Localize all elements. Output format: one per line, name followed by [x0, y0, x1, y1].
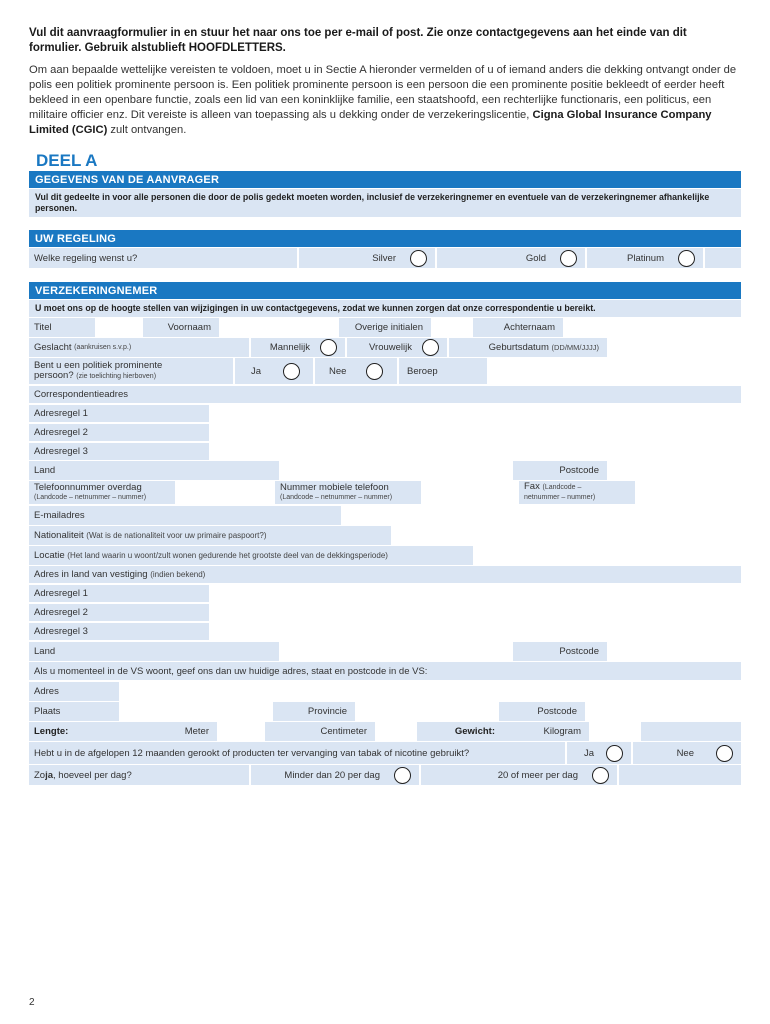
titel-field[interactable] — [95, 318, 143, 337]
gewicht-label: Gewicht: — [417, 722, 503, 741]
kilogram-label: Kilogram — [503, 722, 589, 741]
us-adres-label: Adres — [29, 682, 119, 701]
meer-option — [421, 765, 617, 785]
res-adresregel2-field[interactable] — [209, 604, 741, 621]
beroep-field[interactable] — [487, 358, 741, 384]
adresregel3-label: Adresregel 3 — [29, 443, 209, 460]
address-line2-row — [29, 424, 741, 441]
meer-label: 20 of meer per dag — [497, 769, 578, 781]
vestiging-label — [29, 566, 741, 583]
correspondentieadres-label: Correspondentieadres — [29, 386, 741, 403]
zo-pre: Zo — [34, 769, 46, 781]
res-adresregel2-label: Adresregel 2 — [29, 604, 209, 621]
us-plaats-field[interactable] — [119, 702, 273, 721]
pep-nee-label: Nee — [329, 365, 347, 377]
mobiel-text: Nummer mobiele telefoon — [280, 481, 389, 493]
correspondence-row — [29, 386, 741, 403]
zo-ja-label — [29, 765, 249, 785]
smoke-ja-radio[interactable] — [606, 745, 623, 762]
beroep-label: Beroep — [399, 358, 487, 384]
adresregel1-label: Adresregel 1 — [29, 405, 209, 422]
tel-overdag-field[interactable] — [175, 481, 275, 504]
plan-platinum-radio[interactable] — [678, 250, 695, 267]
achternaam-field[interactable] — [563, 318, 741, 337]
nationaliteit-label — [29, 526, 391, 545]
pep-hint: (zie toelichting hierboven) — [76, 372, 157, 380]
email-row — [29, 506, 741, 525]
res-country-row — [29, 642, 741, 661]
address-line1-row — [29, 405, 741, 422]
plan-silver — [299, 248, 435, 268]
intro-text-before: Om aan bepaalde wettelijke vereisten te voldoen, moet u in Sectie A hieronder vermelden of u of iemand anders die dekking ontvangt onder de polis een politiek prominente persoon is. Een politiek prominente persoon is een persoon die een prominente positie bekleedt of eerder heeft bekleed in een openbare functie, zoals een lid van een koninklijke familie, een staatshoofd, een rechterlijke functionaris, een politicus, een militaire officier enz. Dit vereiste is alleen van toepassing als u dekking onder de verzekeringslicentie, — [29, 64, 737, 121]
smoke-ja-option — [567, 742, 631, 764]
adresregel3-field[interactable] — [209, 443, 741, 460]
geslacht-text: Geslacht — [34, 342, 72, 353]
centimeter-field[interactable] — [375, 722, 417, 741]
gender-row — [29, 338, 741, 357]
vs-question: Als u momenteel in de VS woont, geef ons dan uw huidige adres, staat en postcode in de VS: — [29, 662, 741, 680]
smoke-amount-row — [29, 765, 741, 785]
pep-row — [29, 358, 741, 384]
overige-field[interactable] — [431, 318, 473, 337]
plan-platinum-label: Platinum — [627, 252, 664, 264]
mannelijk-option — [251, 338, 345, 357]
page-number: 2 — [29, 997, 35, 1008]
pep-ja-option — [235, 358, 313, 384]
us-question-row — [29, 662, 741, 680]
plan-gold-radio[interactable] — [560, 250, 577, 267]
pep-nee-option — [315, 358, 397, 384]
email-field[interactable] — [341, 506, 741, 525]
us-provincie-field[interactable] — [355, 702, 499, 721]
applicant-note: Vul dit gedeelte in voor alle personen die door de polis gedekt moeten worden, inclusief de verzekeringnemer en eventuele van de verzekeringnemer afhankelijke personen. — [29, 189, 741, 217]
us-postcode-field[interactable] — [585, 702, 741, 721]
tel-overdag-hint: (Landcode – netnummer – nummer) — [34, 493, 147, 501]
minder-option — [251, 765, 419, 785]
pep-ja-label: Ja — [251, 365, 262, 377]
minder-label: Minder dan 20 per dag — [284, 769, 380, 781]
minder-radio[interactable] — [394, 767, 411, 784]
locatie-label — [29, 546, 473, 565]
intro-pep-explanation — [29, 63, 741, 138]
weight-spacer — [641, 722, 741, 741]
plan-row — [29, 248, 741, 268]
adresregel2-field[interactable] — [209, 424, 741, 441]
height-weight-row — [29, 722, 741, 741]
land-field[interactable] — [279, 461, 513, 480]
us-postcode-label: Postcode — [499, 702, 585, 721]
plan-platinum — [587, 248, 703, 268]
res-postcode-field[interactable] — [607, 642, 741, 661]
us-address-row — [29, 682, 741, 701]
overige-label: Overige initialen — [339, 318, 431, 337]
geslacht-hint: (aankruisen s.v.p.) — [74, 344, 132, 351]
vrouwelijk-label: Vrouwelijk — [369, 342, 412, 353]
fax-hint2: netnummer – nummer) — [524, 494, 596, 501]
fax-hint1: (Landcode – — [542, 484, 582, 491]
res-land-field[interactable] — [279, 642, 513, 661]
vestiging-text: Adres in land van vestiging — [34, 569, 148, 580]
address-line3-row — [29, 443, 741, 460]
res-address-line1-row — [29, 585, 741, 602]
nationality-row — [29, 526, 741, 545]
pep-line1: Bent u een politiek prominente — [34, 359, 163, 371]
postcode-label: Postcode — [513, 461, 607, 480]
achternaam-label: Achternaam — [473, 318, 563, 337]
residence-row — [29, 566, 741, 583]
mannelijk-label: Mannelijk — [269, 342, 310, 353]
locatie-text: Locatie — [34, 550, 65, 561]
lengte-label: Lengte: — [29, 722, 119, 741]
geboortedatum-label — [449, 338, 607, 357]
vrouwelijk-option — [347, 338, 447, 357]
tel-overdag-text: Telefoonnummer overdag — [34, 481, 142, 493]
section-title: DEEL A — [36, 151, 98, 170]
mannelijk-radio[interactable] — [320, 339, 337, 356]
centimeter-label: Centimeter — [265, 722, 375, 741]
fax-label — [519, 481, 635, 504]
vestiging-hint: (indien bekend) — [150, 570, 206, 579]
titel-label: Titel — [29, 318, 95, 337]
meer-radio[interactable] — [592, 767, 609, 784]
res-postcode-label: Postcode — [513, 642, 607, 661]
voornaam-field[interactable] — [219, 318, 339, 337]
plan-gold-label: Gold — [525, 252, 546, 264]
geboortedatum-hint: (DD/MM/JJJJ) — [551, 343, 599, 352]
res-address-line3-row — [29, 623, 741, 640]
smoke-row — [29, 742, 741, 764]
res-adresregel1-label: Adresregel 1 — [29, 585, 209, 602]
tel-overdag-label — [29, 481, 175, 504]
res-adresregel3-field[interactable] — [209, 623, 741, 640]
us-provincie-label: Provincie — [273, 702, 355, 721]
zo-bold: ja — [45, 769, 54, 781]
adresregel1-field[interactable] — [209, 405, 741, 422]
adresregel2-label: Adresregel 2 — [29, 424, 209, 441]
mobiel-field[interactable] — [421, 481, 519, 504]
res-adresregel3-label: Adresregel 3 — [29, 623, 209, 640]
intro-company: Cigna Global Insurance Company Limited (CGIC) — [29, 109, 712, 136]
mobiel-hint: (Landcode – netnummer – nummer) — [280, 493, 393, 501]
applicant-header: GEGEVENS VAN DE AANVRAGER — [29, 171, 741, 188]
geboortedatum-field[interactable] — [607, 338, 741, 357]
mobiel-label — [275, 481, 421, 504]
nationaliteit-hint: (Wat is de nationaliteit voor uw primaire paspoort?) — [86, 531, 267, 540]
nationaliteit-field[interactable] — [391, 526, 741, 545]
voornaam-label: Voornaam — [143, 318, 219, 337]
locatie-field[interactable] — [473, 546, 741, 565]
plan-question: Welke regeling wenst u? — [29, 248, 297, 268]
plan-silver-radio[interactable] — [410, 250, 427, 267]
policyholder-note: U moet ons op de hoogte stellen van wijzigingen in uw contactgegevens, zodat we kunnen zorgen dat onze correspondentie u bereikt. — [29, 300, 741, 317]
smoke-nee-radio[interactable] — [716, 745, 733, 762]
intro-text-after: zult ontvangen. — [107, 124, 187, 136]
meter-label: Meter — [119, 722, 217, 741]
pep-nee-radio[interactable] — [366, 363, 383, 380]
postcode-field[interactable] — [607, 461, 741, 480]
zo-post: , hoeveel per dag? — [53, 769, 132, 781]
plan-gold — [437, 248, 585, 268]
plan-header: UW REGELING — [29, 230, 741, 247]
vrouwelijk-radio[interactable] — [422, 339, 439, 356]
name-row — [29, 318, 741, 337]
smoke-nee-label: Nee — [676, 747, 694, 759]
phone-row — [29, 481, 741, 504]
res-address-line2-row — [29, 604, 741, 621]
pep-label — [29, 358, 233, 384]
smoke-question: Hebt u in de afgelopen 12 maanden gerookt of producten ter vervanging van tabak of nicotine gebruikt? — [29, 742, 565, 764]
intro-instructions: Vul dit aanvraagformulier in en stuur het naar ons toe per e-mail of post. Zie onze contactgegevens aan het einde van dit formulier. Gebruik alstublieft HOOFDLETTERS. — [29, 27, 687, 54]
fax-field[interactable] — [635, 481, 741, 504]
plan-spacer — [705, 248, 741, 268]
meter-field[interactable] — [217, 722, 265, 741]
res-adresregel1-field[interactable] — [209, 585, 741, 602]
locatie-hint: (Het land waarin u woont/zult wonen gedurende het grootste deel van de dekkingsperiode) — [67, 551, 388, 560]
location-row — [29, 546, 741, 565]
smoke-amount-spacer — [619, 765, 741, 785]
country-row — [29, 461, 741, 480]
land-label: Land — [29, 461, 279, 480]
pep-ja-radio[interactable] — [283, 363, 300, 380]
pep-line2: persoon? — [34, 369, 74, 381]
fax-line1 — [524, 482, 581, 493]
res-land-label: Land — [29, 642, 279, 661]
pep-line2-wrap — [34, 371, 156, 382]
us-adres-field[interactable] — [119, 682, 741, 701]
plan-silver-label: Silver — [372, 252, 396, 264]
email-label: E-mailadres — [29, 506, 341, 525]
policyholder-header: VERZEKERINGNEMER — [29, 282, 741, 299]
smoke-nee-option — [633, 742, 741, 764]
us-plaats-label: Plaats — [29, 702, 119, 721]
us-city-row — [29, 702, 741, 721]
geslacht-label — [29, 338, 249, 357]
nationaliteit-text: Nationaliteit — [34, 530, 84, 541]
geboortedatum-text: Geburtsdatum — [488, 342, 549, 353]
fax-text: Fax — [524, 481, 540, 492]
smoke-ja-label: Ja — [583, 747, 594, 759]
kilogram-field[interactable] — [589, 722, 641, 741]
